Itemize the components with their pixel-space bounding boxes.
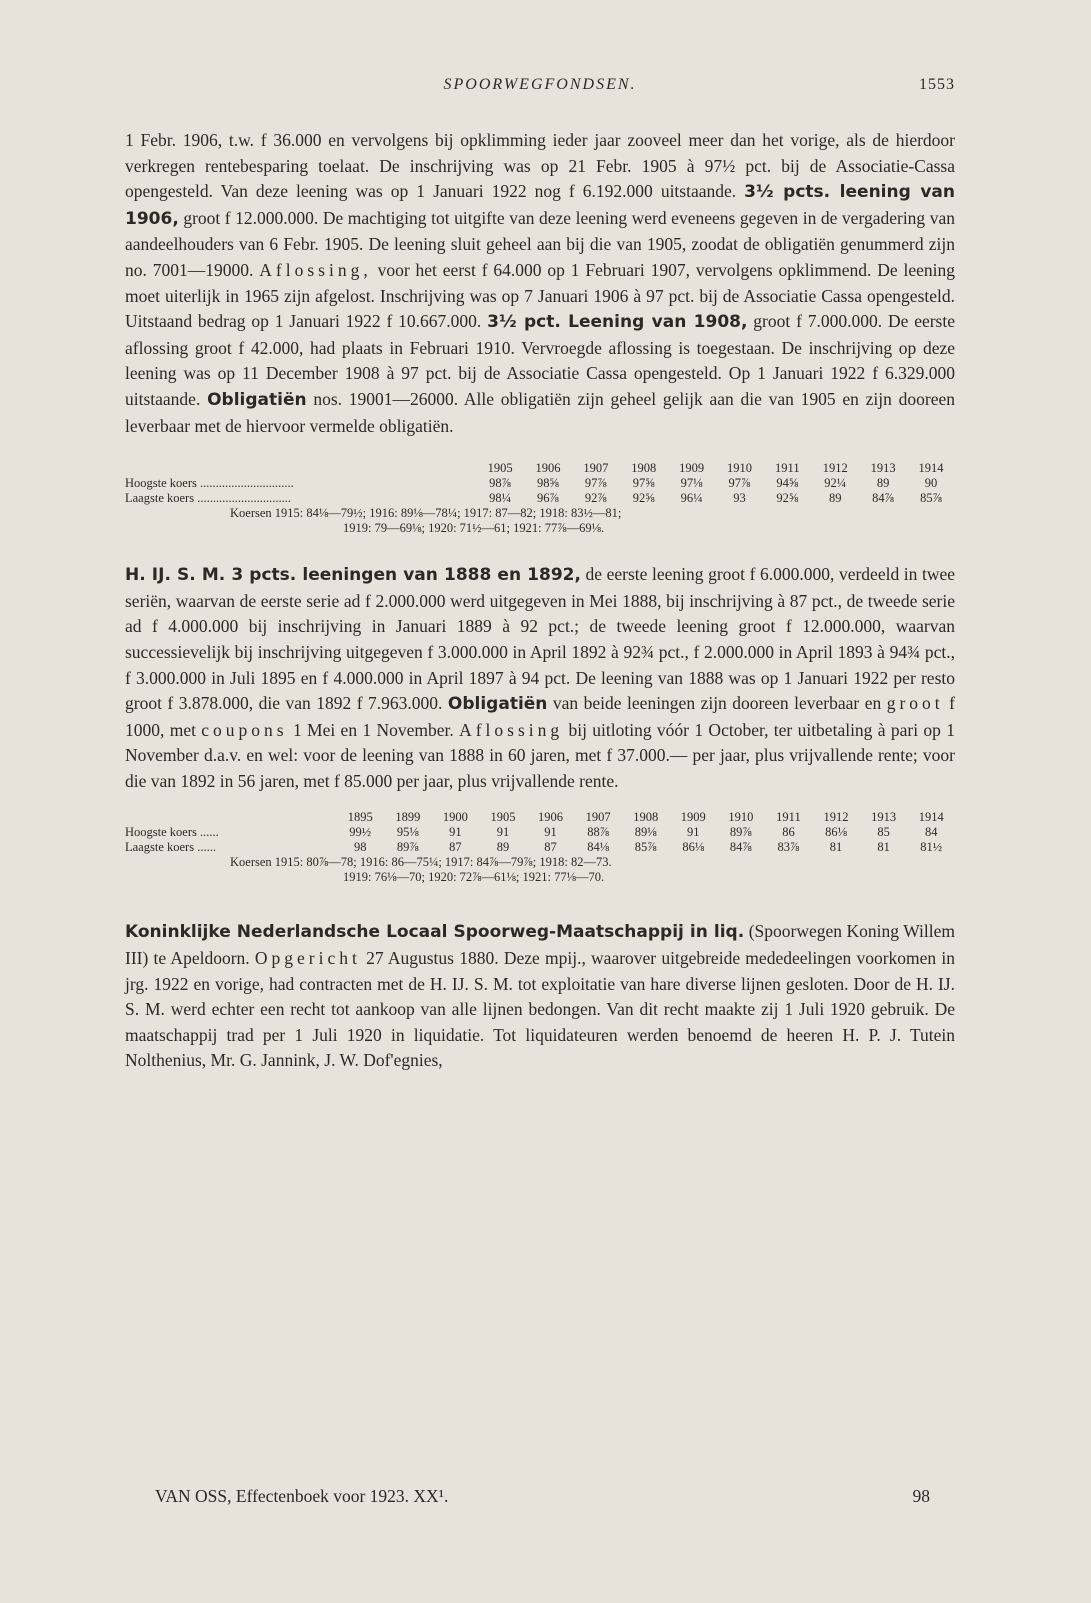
koersen-line: 1919: 76⅛—70; 1920: 72⅞—61⅛; 1921: 77⅛—70. — [343, 870, 605, 885]
table-row: Hoogste koers ...... 99½ 95⅛ 91 91 91 88⅞ 89⅛ 91 89⅞ 86 86⅛ 85 84 — [125, 825, 938, 840]
heading-leening-1908: 3½ pct. Leening van 1908, — [487, 312, 748, 333]
paragraph-hijsm-loans: H. IJ. S. M. 3 pcts. leeningen van 1888 en 1892, de eerste leening groot f 6.000.000, verdeeld in twee seriën, waarvan de eerste serie ad f 2.000.000 werd uitgegeven in Mei 1888, bij inschrijving à 87 pct., de tweede serie ad f 4.000.000 bij inschrijving in Januari 1889 à 92 pct.; de tweede leening groot f 12.000.000, waarvan successievelijk bij inschrijving uitgegeven f 3.000.000 in April 1892 à 92¾ pct., f 2.000.000 in April 1893 à 94¾ pct., f 3.000.000 in Juli 1895 en f 4.000.000 in April 1897 à 94 pct. De leening van 1888 was op 1 Januari 1922 per resto groot f 3.878.000, die van 1892 f 7.963.000. Obligatiën van beide leeningen zijn dooreen leverbaar en groot f 1000, met coupons 1 Mei en 1 November. Aflossing bij uitloting vóór 1 October, ter uitbetaling à pari op 1 November d.a.v. en wel: voor de leening van 1888 in 60 jaren, met f 37.000.— per jaar, plus vrijvallende rente; voor die van 1892 in 56 jaren, met f 85.000 per jaar, plus vrijvallende rente. — [125, 564, 956, 791]
price-table-1 — [125, 461, 955, 506]
aflossing-label: Aflossing, — [259, 259, 372, 280]
page-number: 1553 — [919, 76, 955, 93]
book-title: VAN OSS, Effectenboek voor 1923. XX¹. — [155, 1486, 449, 1506]
koersen-line: 1919: 79—69⅛; 1920: 71½—61; 1921: 77⅞—69⅛. — [343, 521, 605, 536]
running-title: SPOORWEGFONDSEN. — [443, 76, 637, 93]
table-header-row: 1905 1906 1907 1908 1909 1910 1911 1912 1913 1914 — [487, 461, 944, 476]
table-row: Hoogste koers .............................. 98⅞ 98⅝ 97⅞ 97⅝ 97⅛ 97⅞ 94⅝ 92¼ 89 90 — [125, 476, 938, 491]
price-table-2 — [125, 810, 955, 855]
heading-obligatien: Obligatiën — [207, 389, 307, 410]
table-row: Laagste koers ...... 98 89⅞ 87 89 87 84⅛ 85⅞ 86⅛ 84⅞ 83⅞ 81 81 81½ — [125, 840, 943, 855]
table-row: Laagste koers .............................. 98¼ 96⅞ 92⅞ 92⅝ 96¼ 93 92⅝ 89 84⅞ 85⅞ — [125, 491, 942, 506]
aflossing-label: Aflossing — [459, 719, 564, 740]
table-header-row: 1895 1899 1900 1905 1906 1907 1908 1909 1910 1911 1912 1913 1914 — [347, 810, 944, 825]
paragraph-klsm: Koninklijke Nederlandsche Locaal Spoorweg-Maatschappij in liq. (Spoorwegen Koning Willem III) te Apeldoorn. Opgericht 27 Augustus 1880. Deze mpij., waarover uitgebreide mededeelingen voorkomen in jrg. 1922 en vorige, had contracten met de H. IJ. S. M. tot exploitatie van hare diverse lijnen gesloten. Door de H. IJ. S. M. werd echter een recht tot aankoop van alle lijnen bedongen. Van dit recht maakte zij 1 Juli 1920 gebruik. De maatschappij trad per 1 Juli 1920 in liquidatie. Tot liquidateuren werden benoemd de heeren H. P. J. Tutein Nolthenius, Mr. G. Jannink, J. W. Dof'egnies, — [125, 921, 956, 1071]
heading-leening-1906: 3½ pcts. leening van 1906, — [125, 182, 956, 229]
koersen-line: Koersen 1915: 80⅞—78; 1916: 86—75¼; 1917: 84⅞—79⅞; 1918: 82—73. — [230, 855, 612, 870]
heading-obligatien: Obligatiën — [447, 694, 548, 715]
koersen-line: Koersen 1915: 84⅛—79½; 1916: 89⅛—78¼; 1917: 87—82; 1918: 83½—81; — [230, 506, 622, 521]
heading-klsm: Koninklijke Nederlandsche Locaal Spoorweg-Maatschappij in liq. — [125, 922, 745, 943]
signature-mark: 98 — [912, 1486, 930, 1506]
paragraph-1905-1908-loans: 1 Febr. 1906, t.w. f 36.000 en vervolgens bij opklimming ieder jaar zooveel meer dan het vorige, als de hierdoor verkregen rentebesparing toelaat. De inschrijving was op 21 Febr. 1905 à 97½ pct. bij de Associatie-Cassa opengesteld. Van deze leening was op 1 Januari 1922 nog f 6.192.000 uitstaande. 3½ pcts. leening van 1906, groot f 12.000.000. De machtiging tot uitgifte van deze leening werd eveneens gegeven in de vergadering van aandeelhouders van 6 Febr. 1905. De leening sluit geheel aan bij die van 1905, zoodat de obligatiën genummerd zijn no. 7001—19000. Aflossing, voor het eerst f 64.000 op 1 Februari 1907, vervolgens opklimmend. De leening moet uiterlijk in 1965 zijn afgelost. Inschrijving was op 7 Januari 1906 à 97 pct. bij de Associatie Cassa opengesteld. Uitstaand bedrag op 1 Januari 1922 f 10.667.000. 3½ pct. Leening van 1908, groot f 7.000.000. De eerste aflossing groot f 42.000, had plaats in Februari 1910. Vervroegde aflossing is toegestaan. De inschrijving op deze leening was op 11 December 1908 à 97 pct. bij de Associatie Cassa opengesteld. Op 1 Januari 1922 f 6.329.000 uitstaande. Obligatiën nos. 19001—26000. Alle obligatiën zijn geheel gelijk aan die van 1905 en zijn dooreen leverbaar met de hiervoor vermelde obligatiën. — [125, 130, 956, 436]
page-content — [125, 128, 955, 1074]
heading-hijsm-1888-1892: H. IJ. S. M. 3 pcts. leeningen van 1888 en 1892, — [125, 565, 581, 586]
page-header — [125, 76, 955, 102]
